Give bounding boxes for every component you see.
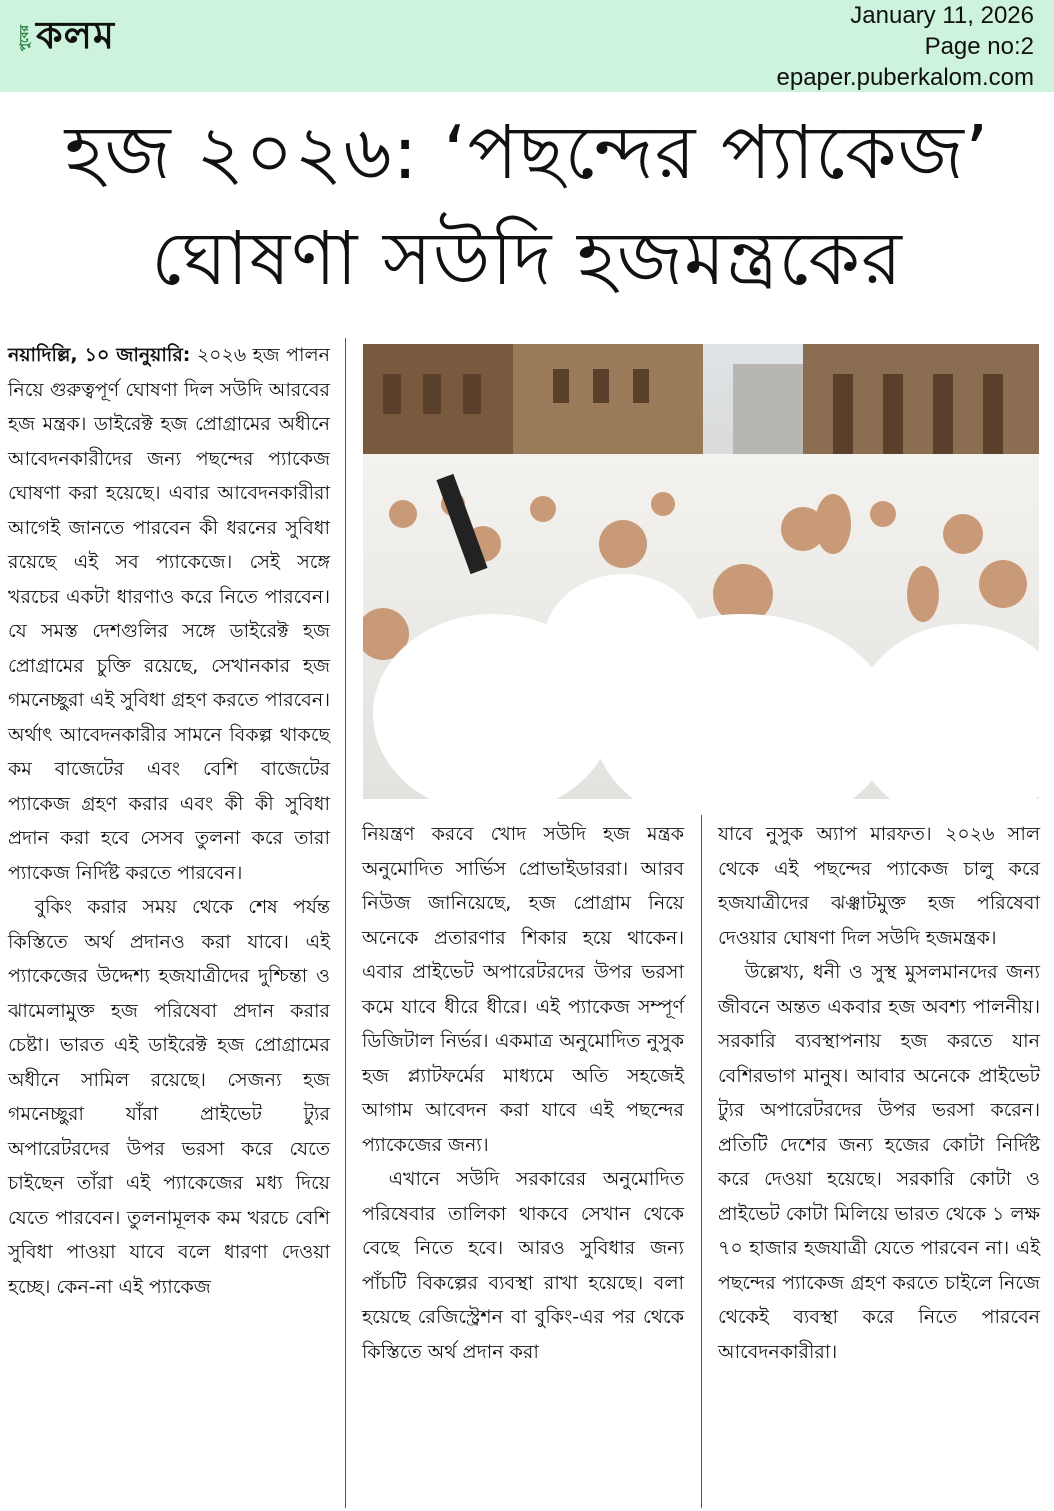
photo-illustration (363, 344, 1039, 799)
dateline: নয়াদিল্লি, ১০ জানুয়ারি: (8, 344, 191, 366)
logo-prefix: পুবের (17, 24, 31, 52)
paragraph: নিয়ন্ত্রণ করবে খোদ সউদি হজ মন্ত্রক অনুমোদিত সার্ভিস প্রোভাইডাররা। আরব নিউজ জানিয়েছে, হজ প্রোগ্রাম নিয়ে অনেকে প্রতারণার শিকার হয়ে থাকেন। এবার প্রাইভেট অপারেটরদের উপর ভরসা কমে যাবে ধীরে ধীরে। এই প্যাকেজ সম্পূর্ণ ডিজিটাল নির্ভর। একমাত্র অনুমোদিত নুসুক হজ প্ল্যাটফর্মের মাধ্যমে অতি সহজেই আগাম আবেদন করা যাবে এই পছন্দের প্যাকেজের জন্য। (362, 823, 684, 1156)
column-divider-1 (345, 338, 346, 1508)
epaper-header (0, 0, 1054, 92)
column-divider-2 (701, 815, 702, 1508)
paragraph: এখানে সউদি সরকারের অনুমোদিত পরিষেবার তালিকা থাকবে সেখান থেকে বেছে নিতে হবে। আরও সুবিধার জন্য পাঁচটি বিকল্পের ব্যবস্থা রাখা হয়েছে। বলা হয়েছে রেজিস্ট্রেশন বা বুকিং-এর পর থেকে কিস্তিতে অর্থ প্রদান করা (362, 1168, 684, 1363)
article-column-1 (8, 338, 330, 1304)
hajj-pilgrims-photo (363, 344, 1039, 799)
headline-line-1: হজ ২০২৬: ‘পছন্দের প্যাকেজ’ (64, 110, 990, 196)
paragraph: বুকিং করার সময় থেকে শেষ পর্যন্ত কিস্তিতে অর্থ প্রদানও করা যাবে। এই প্যাকেজের উদ্দেশ্য হজযাত্রীদের দুশ্চিন্তা ও ঝামেলামুক্ত হজ পরিষেবা প্রদান করার চেষ্টা। ভারত এই ডাইরেক্ট হজ প্রোগ্রামের অধীনে সামিল রয়েছে। সেজন্য হজ গমনেচ্ছুরা যাঁরা প্রাইভেট ট্যুর অপারেটরদের উপর ভরসা করে যেতে চাইছেন তাঁরা এই প্যাকেজের মধ্য দিয়ে যেতে পারবেন। তুলনামূলক কম খরচে বেশি সুবিধা পাওয়া যাবে বলে ধারণা দেওয়া হচ্ছে। কেন-না এই প্যাকেজ (8, 896, 330, 1298)
article-headline (0, 100, 1054, 312)
paragraph: উল্লেখ্য, ধনী ও সুস্থ মুসলমানদের জন্য জীবনে অন্তত একবার হজ অবশ্য পালনীয়। সরকারি ব্যবস্থাপনায় হজ করতে যান বেশিরভাগ মানুষ। আবার অনেকে প্রাইভেট ট্যুর অপারেটরদের উপর ভরসা করেন। প্রতিটি দেশের জন্য হজের কোটা নির্দিষ্ট করে দেওয়া হয়েছে। সরকারি কোটা ও প্রাইভেট কোটা মিলিয়ে ভারত থেকে ১ লক্ষ ৭০ হাজার হজযাত্রী যেতে পারবেন না। এই পছন্দের প্যাকেজ গ্রহণ করতে চাইলে নিজে থেকেই ব্যবস্থা করে নিতে পারবেন আবেদনকারীরা। (718, 961, 1040, 1363)
edition-meta (777, 0, 1034, 93)
logo-title: কলম (36, 13, 116, 57)
paragraph-text: ২০২৬ হজ পালন নিয়ে গুরুত্বপূর্ণ ঘোষণা দিল সউদি আরবের হজ মন্ত্রক। ডাইরেক্ট হজ প্রোগ্রামের অধীনে আবেদনকারীদের জন্য পছন্দের প্যাকেজ ঘোষণা করা হয়েছে। এবার আবেদনকারীরা আগেই জানতে পারবেন কী ধরনের সুবিধা রয়েছে এই সব প্যাকেজে। সেই সঙ্গে খরচের একটা ধারণাও করে নিতে পারবেন। যে সমস্ত দেশগুলির সঙ্গে ডাইরেক্ট হজ প্রোগ্রামের চুক্তি রয়েছে, সেখানকার হজ গমনেচ্ছুরা এই সুবিধা গ্রহণ করতে পারবেন। অর্থাৎ আবেদনকারীর সামনে বিকল্প থাকছে কম বাজেটের এবং বেশি বাজেটের প্যাকেজ গ্রহণ করার এবং কী কী সুবিধা প্রদান করা হবে সেসব তুলনা করে তারা প্যাকেজ নির্দিষ্ট করতে পারবেন। (8, 344, 330, 884)
article-column-2 (362, 817, 684, 1369)
newspaper-logo[interactable] (14, 6, 115, 70)
headline-line-2: ঘোষণা সউদি হজমন্ত্রকের (151, 216, 903, 302)
article-column-3 (718, 817, 1040, 1369)
page-number: Page no:2 (924, 33, 1034, 60)
site-url[interactable]: epaper.puberkalom.com (776, 64, 1034, 91)
paragraph (8, 338, 330, 890)
paragraph: যাবে নুসুক অ্যাপ মারফত। ২০২৬ সাল থেকে এই পছন্দের প্যাকেজ চালু করে হজযাত্রীদের ঝঞ্ঝাটমুক্ত হজ পরিষেবা দেওয়ার ঘোষণা দিল সউদি হজমন্ত্রক। (718, 823, 1040, 949)
edition-date: January 11, 2026 (850, 2, 1034, 29)
